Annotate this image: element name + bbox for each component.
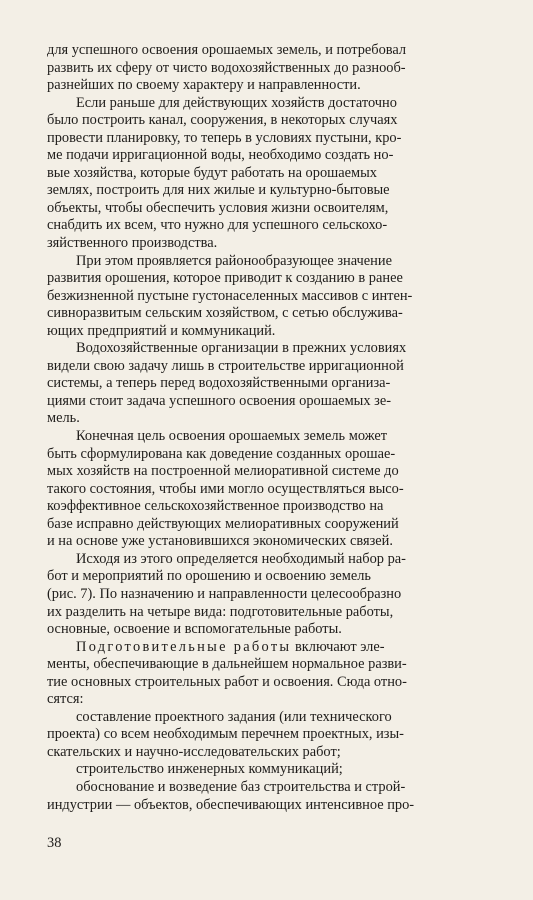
text-line: бот и мероприятий по орошению и освоению земель — [47, 568, 371, 585]
text-line: тие основных строительных работ и освоения. Сюда отно- — [47, 673, 407, 690]
text-line: объекты, чтобы обеспечить условия жизни освоителям, — [47, 199, 389, 216]
paragraph-6 — [47, 551, 507, 639]
text-line: менты, обеспечивающие в дальнейшем нормальное разви- — [47, 656, 407, 673]
page-number: 38 — [47, 835, 62, 851]
text-line: вые хозяйства, которые будут работать на орошаемых — [47, 164, 377, 181]
text-line: разнейших по своему характеру и направленности. — [47, 77, 361, 94]
text-line: для успешного освоения орошаемых земель, и потребовал — [47, 42, 407, 58]
text-line — [47, 639, 507, 657]
text-line: мых хозяйств на построенной мелиоративной системе до — [47, 463, 399, 480]
text-line: системы, а теперь перед водохозяйственными организа- — [47, 375, 391, 392]
text-line: коэффективное сельскохозяйственное производство на — [47, 498, 384, 515]
text-line: развития орошения, которое приводит к созданию в ранее — [47, 270, 403, 287]
text-line: видели свою задачу лишь в строительстве ирригационной — [47, 357, 404, 374]
paragraph-4 — [47, 340, 507, 428]
paragraph-3 — [47, 253, 507, 341]
text-line: провести планировку, то теперь в условиях пустыни, кро- — [47, 129, 402, 146]
paragraph-5 — [47, 428, 507, 551]
text-line: составление проектного задания (или технического — [76, 708, 392, 725]
text-line: такого состояния, чтобы ими могло осуществляться высо- — [47, 480, 404, 497]
text-line: Конечная цель освоения орошаемых земель может — [76, 428, 388, 445]
text-line: проекта) со всем необходимым перечнем проектных, изы- — [47, 726, 404, 743]
text-line: их разделить на четыре вида: подготовительные работы, — [47, 603, 394, 620]
paragraph-2 — [47, 95, 507, 253]
text-line: скательских и научно-исследовательских работ; — [47, 743, 341, 760]
text-line: Исходя из этого определяется необходимый набор ра- — [76, 550, 406, 567]
text-line: циями стоит задача успешного освоения орошаемых зе- — [47, 392, 391, 409]
paragraph-7 — [47, 639, 507, 709]
text-line: зяйственного производства. — [47, 235, 218, 252]
text-line: мель. — [47, 410, 80, 427]
paragraph-8 — [47, 709, 507, 762]
text-line: базе исправно действующих мелиоративных сооружений — [47, 515, 399, 532]
text-line: Водохозяйственные организации в прежних условиях — [76, 340, 407, 357]
paragraph-9 — [47, 761, 507, 779]
text-line: (рис. 7). По назначению и направленности целесообразно — [47, 585, 402, 602]
text-line: сятся: — [47, 691, 84, 708]
text-line: безжизненной пустыне густонаселенных массивов с интен- — [47, 287, 413, 304]
text-line: обоснование и возведение баз строительства и строй- — [76, 778, 406, 795]
paragraph-1 — [47, 42, 507, 95]
text-line: сивноразвитым сельским хозяйством, с сетью обслужива- — [47, 305, 403, 322]
text-line: быть сформулирована как доведение созданных орошае- — [47, 445, 396, 462]
text-fragment: включают эле- — [291, 638, 385, 655]
text-line: Если раньше для действующих хозяйств достаточно — [76, 94, 397, 111]
text-line: ме подачи ирригационной воды, необходимо создать но- — [47, 147, 394, 164]
text-line: и на основе уже установившихся экономических связей. — [47, 533, 393, 550]
text-line: индустрии — объектов, обеспечивающих интенсивное про- — [47, 796, 415, 813]
text-line: землях, построить для них жилые и культурно-бытовые — [47, 182, 390, 199]
text-line: основные, освоение и вспомогательные работы. — [47, 621, 342, 638]
text-line: При этом проявляется районообразующее значение — [76, 252, 392, 269]
text-line: развить их сферу от чисто водохозяйственных до разнооб- — [47, 59, 406, 76]
text-line: снабдить их всем, что нужно для успешного сельскохо- — [47, 217, 388, 234]
paragraph-10 — [47, 779, 507, 814]
text-line: ющих предприятий и коммуникаций. — [47, 322, 276, 339]
spaced-heading-term: Подготовительные работы — [76, 638, 292, 655]
text-line: было построить канал, сооружения, в некоторых случаях — [47, 112, 398, 129]
text-line: строительство инженерных коммуникаций; — [76, 761, 343, 778]
